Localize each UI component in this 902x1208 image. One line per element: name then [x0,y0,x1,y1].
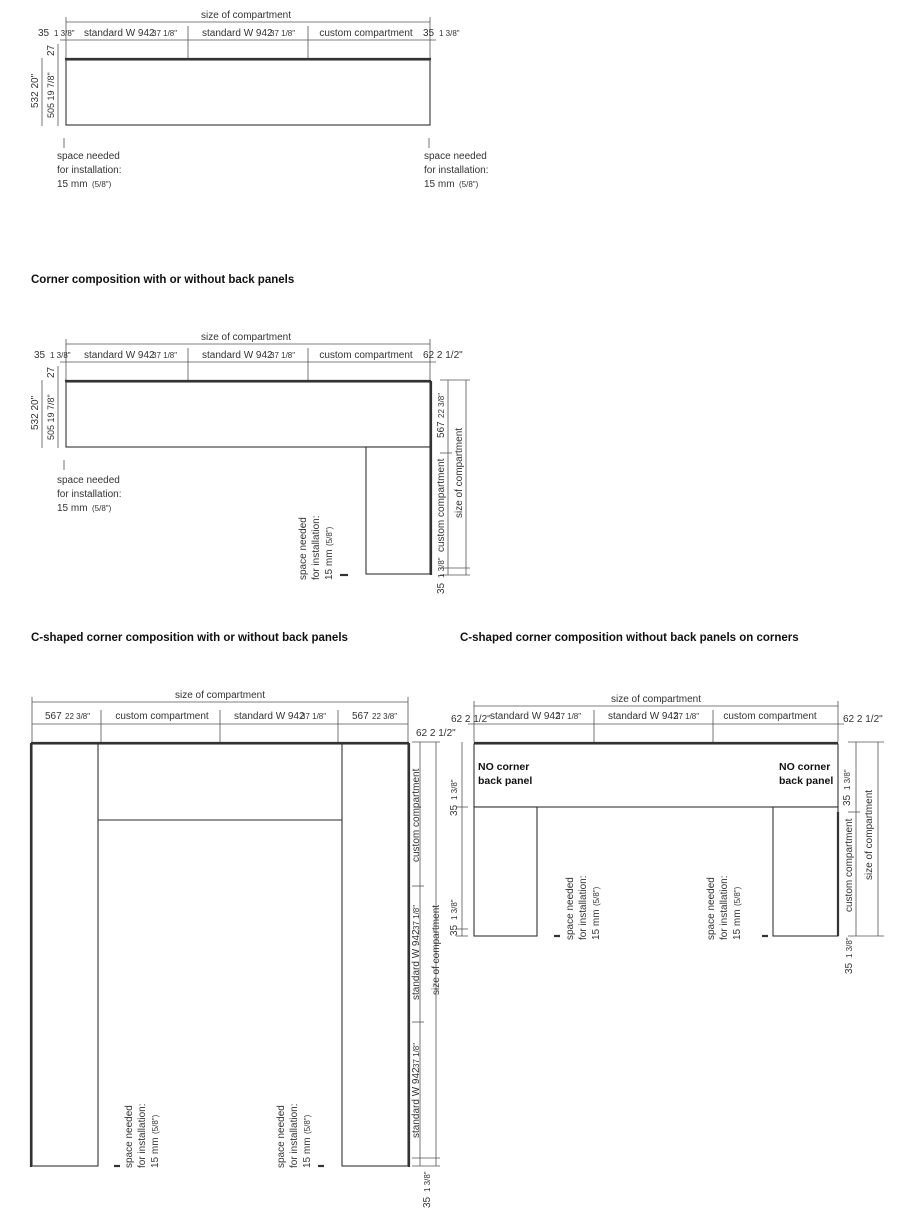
dim-505: 505 19 7/8" [46,394,56,440]
standard-label-1: standard W 942 [84,350,155,361]
space-needed: space needed [57,475,120,486]
custom-label-vertical: custom compartment [436,458,447,552]
size-label: size of compartment [610,694,702,705]
space-needed: space needed [424,151,487,162]
size-label: size of compartment [200,10,292,21]
for-installation: for installation: [719,875,730,940]
dim-35-left: 35 [38,28,50,39]
frac-label-vertical: 37 1/8" [412,904,421,930]
frac-label-1: 37 1/8" [152,351,178,360]
mm15-frac: (5/8") [92,504,112,513]
custom-label: custom compartment [319,350,413,361]
for-installation: for installation: [311,515,322,580]
mm15-frac: (5/8") [459,180,479,189]
heading-c-shaped-no-back: C-shaped corner composition without back panels on corners [460,632,799,644]
size-label: size of compartment [174,690,266,701]
for-installation: for installation: [289,1103,300,1168]
mm15: 15 mm [57,503,88,514]
dim-567-frac: 22 3/8" [65,712,91,721]
for-installation: for installation: [57,165,122,176]
mm15: 15 mm [57,179,88,190]
space-needed: space needed [298,517,309,580]
dim-35: 35 [844,962,855,974]
dim-35-left-frac: 1 3/8" [54,29,75,38]
dim-35-left-frac: 1 3/8" [50,351,71,360]
space-needed: space needed [124,1105,135,1168]
mm15: 15 mm [302,1137,313,1168]
dim-567: 567 [352,711,369,722]
dim-35-left: 35 [34,350,46,361]
dim-35: 35 [449,924,460,936]
heading-c-shaped: C-shaped corner composition with or without back panels [31,632,348,644]
dim-505: 505 19 7/8" [46,72,56,118]
heading-corner: Corner composition with or without back panels [31,274,295,286]
mm15-frac: (5/8") [151,1114,160,1134]
custom-label-vertical: custom compartment [411,768,422,862]
dim-35-frac: 1 3/8" [450,899,459,920]
diagram-c-shaped-no-back [449,694,884,974]
dim-62: 62 2 1/2" [416,728,456,739]
mm15: 15 mm [150,1137,161,1168]
standard-label-vertical: standard W 942 [411,929,422,1000]
custom-label: custom compartment [115,711,209,722]
space-needed: space needed [276,1105,287,1168]
standard-label-2: standard W 942 [202,350,273,361]
frac-label-1: 37 1/8" [556,712,582,721]
dim-532: 532 20" [30,73,41,108]
diagram-straight [30,10,488,190]
for-installation: for installation: [424,165,489,176]
dim-35-frac: 1 3/8" [845,937,854,958]
dim-27: 27 [46,44,57,56]
dim-35: 35 [422,1196,433,1208]
mm15-frac: (5/8") [325,526,334,546]
dim-35-frac: 1 3/8" [423,1171,432,1192]
frac-label: 37 1/8" [301,712,327,721]
for-installation: for installation: [57,489,122,500]
custom-label: custom compartment [723,711,817,722]
standard-label-vertical: standard W 942 [411,1067,422,1138]
dim-62: 62 2 1/2" [843,714,883,725]
space-needed: space needed [57,151,120,162]
size-label-vertical: size of compartment [864,789,875,880]
no-corner-left: NO corner [478,761,530,773]
mm15-frac: (5/8") [592,886,601,906]
custom-label-vertical: custom compartment [844,818,855,912]
dim-35-frac: 1 3/8" [437,557,446,578]
frac-label-2: 37 1/8" [270,351,296,360]
dim-62: 62 2 1/2" [451,714,491,725]
mm15-frac: (5/8") [303,1114,312,1134]
back-panel-right: back panel [779,775,834,787]
frac-label-2: 37 1/8" [674,712,700,721]
dim-567-frac: 22 3/8" [437,392,446,418]
frac-label-vertical: 37 1/8" [412,1042,421,1068]
mm15: 15 mm [591,909,602,940]
mm15: 15 mm [424,179,455,190]
standard-label: standard W 942 [234,711,305,722]
size-label: size of compartment [200,332,292,343]
dim-567-frac: 22 3/8" [372,712,398,721]
dim-532: 532 20" [30,395,41,430]
for-installation: for installation: [578,875,589,940]
back-panel-left: back panel [478,775,533,787]
dim-62: 62 2 1/2" [423,350,463,361]
dim-35-frac: 1 3/8" [843,769,852,790]
diagram-corner [30,332,470,594]
diagram-c-shaped [31,690,456,1208]
dim-35: 35 [436,582,447,594]
dim-27: 27 [46,366,57,378]
standard-label-1: standard W 942 [84,28,155,39]
standard-label-1: standard W 942 [490,711,561,722]
mm15-frac: (5/8") [92,180,112,189]
dim-35-frac: 1 3/8" [450,779,459,800]
mm15: 15 mm [732,909,743,940]
dim-35: 35 [842,794,853,806]
dim-35: 35 [449,804,460,816]
dim-567: 567 [436,421,447,438]
frac-label-1: 37 1/8" [152,29,178,38]
no-corner-right: NO corner [779,761,831,773]
dim-567: 567 [45,711,62,722]
dim-35-right: 35 [423,28,435,39]
dim-35-right-frac: 1 3/8" [439,29,460,38]
for-installation: for installation: [137,1103,148,1168]
mm15-frac: (5/8") [733,886,742,906]
size-label-vertical: size of compartment [454,427,465,518]
space-needed: space needed [706,877,717,940]
frac-label-2: 37 1/8" [270,29,296,38]
standard-label-2: standard W 942 [202,28,273,39]
mm15: 15 mm [324,549,335,580]
standard-label-2: standard W 942 [608,711,679,722]
custom-label: custom compartment [319,28,413,39]
size-label-vertical: size of compartment [431,904,442,995]
space-needed: space needed [565,877,576,940]
